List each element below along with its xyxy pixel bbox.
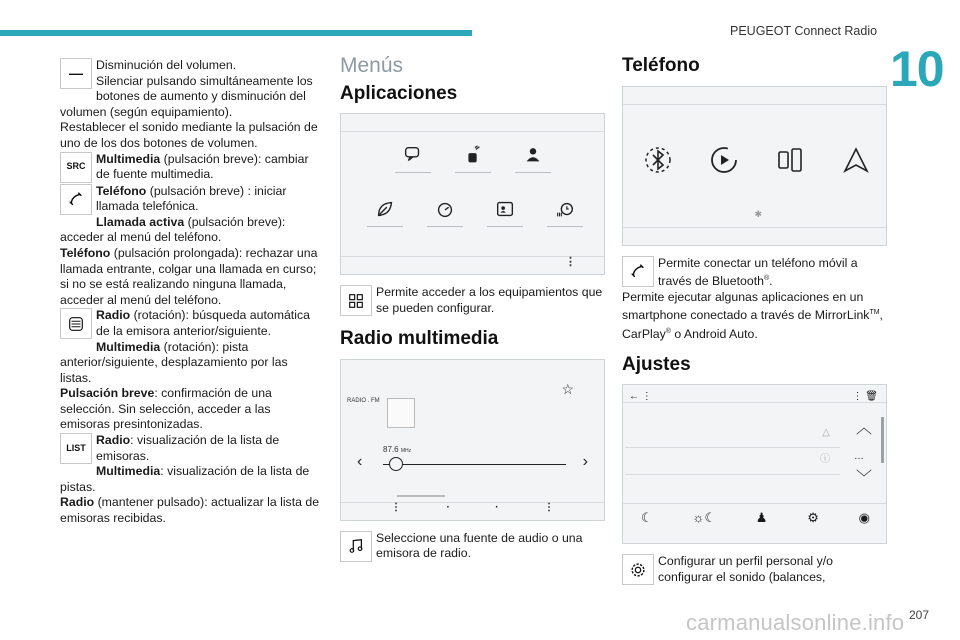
warning-icon: △ [822, 427, 830, 439]
phone-description: Permite conectar un teléfono móvil a través de Bluetooth®. Permite ejecutar algunas aplicaciones en un smartphone conectado a través de MirrorLink™, CarPlay® o Android Auto. [622, 255, 883, 342]
apps-grid-icon [340, 285, 372, 316]
radio-favorite-icon[interactable]: ☆ [561, 380, 574, 397]
back-arrow-icon[interactable]: ← [629, 391, 639, 403]
settings-gear-icon[interactable]: ⚙ [807, 510, 819, 526]
contacts-card-icon[interactable] [487, 198, 523, 227]
bluetooth-small-icon: ✱ [754, 209, 763, 219]
watermark: carmanualsonline.info [686, 610, 905, 635]
radio-tab-indicator [397, 495, 445, 497]
apps-screen [340, 113, 605, 275]
column-menus [340, 54, 605, 563]
tuning-slider[interactable] [383, 464, 566, 465]
radio-heading: Radio multimedia [340, 328, 499, 350]
page-number: 207 [909, 608, 930, 622]
radio-frequency: 87.6 [383, 444, 399, 454]
menu-dots-icon[interactable]: ⋮ [641, 391, 652, 403]
dot-icon[interactable]: · [495, 502, 499, 514]
eco-leaf-icon[interactable] [367, 198, 403, 227]
prev-station-button[interactable]: ‹ [357, 452, 363, 470]
column-phone-settings [622, 55, 887, 586]
day-night-icon[interactable]: ☼☾ [692, 510, 716, 526]
radio-art-box [387, 398, 415, 428]
radio-desc-entry [340, 531, 605, 563]
apps-desc-entry [340, 285, 605, 317]
mirrorlink-icon[interactable] [775, 145, 805, 175]
next-station-button[interactable]: › [582, 452, 588, 470]
column-controls [60, 58, 322, 527]
phone-heading: Teléfono [622, 55, 700, 76]
rotary-knob-icon [60, 308, 92, 339]
phone-icon [622, 256, 654, 287]
radio-unit: MHz [400, 447, 412, 454]
settings-row[interactable] [625, 421, 840, 448]
profile-icon[interactable]: ♟ [755, 510, 768, 526]
top-accent-bar [0, 30, 472, 36]
gear-icon [622, 554, 654, 585]
radio-screen [340, 359, 605, 521]
apps-description: Permite acceder a los equipamientos que se pueden configurar. [376, 285, 603, 315]
settings-screen [622, 384, 887, 544]
settings-description: Configurar un perfil personal y/o configurar el sonido (balances, [658, 554, 833, 585]
phone-screen [622, 86, 887, 246]
bluetooth-icon[interactable] [643, 145, 673, 175]
tuning-slider-handle[interactable] [389, 457, 403, 471]
music-note-icon [340, 531, 372, 562]
more-dots-icon[interactable]: ⋮ [565, 255, 576, 268]
chapter-number: 10 [890, 41, 944, 97]
source-dots-icon[interactable]: ⋮ [391, 502, 401, 514]
gauge-icon[interactable] [427, 198, 463, 227]
info-icon: ⓘ [820, 454, 830, 466]
minus-icon: — [60, 58, 92, 89]
trash-icon[interactable]: 🗑 [865, 391, 878, 403]
settings-heading: Ajustes [622, 353, 691, 375]
carplay-icon[interactable] [709, 145, 739, 175]
options-dots-icon[interactable]: ⋮ [852, 391, 863, 403]
volume-down-text: Disminución del volumen. Silenciar pulsando simultáneamente los botones de aumento y disminución del volumen (según equipamiento). Restablecer el sonido mediante la pulsación de uno de los dos botones de volumen. [60, 58, 318, 150]
chat-icon[interactable] [395, 144, 431, 173]
android-auto-icon[interactable] [841, 145, 871, 175]
voice-icon[interactable]: ◉ [858, 510, 870, 526]
options-dots-icon[interactable]: ⋮ [544, 502, 554, 514]
radio-band-label: RADIO . FM [347, 397, 380, 404]
settings-row[interactable] [625, 448, 840, 475]
volume-down-entry [60, 58, 322, 152]
phone-icon [60, 184, 92, 215]
night-mode-icon[interactable]: ☾ [641, 510, 653, 526]
radio-description: Seleccione una fuente de audio o una emisora de radio. [376, 530, 583, 561]
src-icon: SRC [60, 152, 92, 183]
timer-heat-icon[interactable] [547, 198, 583, 227]
driver-icon[interactable] [515, 144, 551, 173]
menus-heading: Menús [340, 54, 404, 77]
scrollbar[interactable] [881, 417, 884, 463]
scroll-up-button[interactable]: ︿ [855, 420, 872, 438]
scroll-down-button[interactable]: ﹀ [855, 470, 872, 488]
src-entry: SRC Multimedia (pulsación breve): cambiar de fuente multimedia. [60, 152, 322, 184]
connectivity-icon[interactable] [455, 144, 491, 173]
header-title: PEUGEOT Connect Radio [730, 24, 878, 38]
apps-heading: Aplicaciones [340, 82, 458, 104]
phone-desc-entry [622, 256, 887, 343]
list-entry: LIST Radio: visualización de la lista de emisoras. Multimedia: visualización de la lista de pistas. Radio (mantener pulsado): actualizar la lista de emisoras recibidas. [60, 433, 320, 526]
list-icon: LIST [60, 433, 92, 464]
phone-entry: Teléfono (pulsación breve) : iniciar llamada telefónica. Llamada activa (pulsación breve): acceder al menú del teléfono. Teléfono (pulsación prolongada): rechazar una llamada entrante, colgar una llamada en curso; si no se está realizando ninguna llamada, acceder al menú del teléfono. [60, 183, 318, 307]
rotary-entry: Radio (rotación): búsqueda automática de la emisora anterior/siguiente. Multimedia (rotación): pista anterior/siguiente, desplazamiento por las listas. Pulsación breve: confirmación de una selección. Sin selección, acceder a las emisoras presintonizadas. [60, 308, 310, 432]
more-icon[interactable]: … [854, 451, 864, 463]
settings-desc-entry [622, 554, 887, 586]
dot-icon[interactable]: · [446, 502, 450, 514]
